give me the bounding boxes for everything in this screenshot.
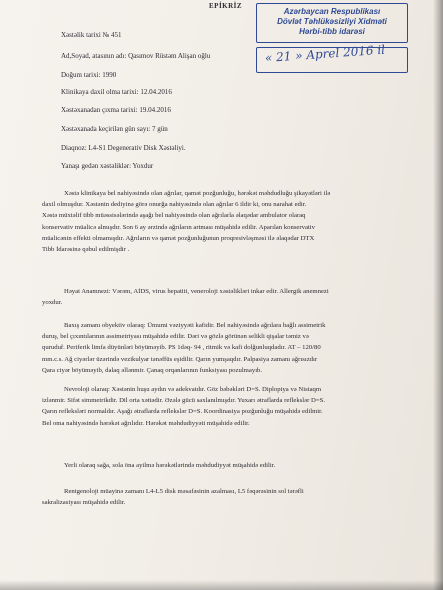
text-line: konservativ müalicə almışdır. Son 6 ay ərzində ağrıların artması müşahidə edilir. Aparılan konservativ — [42, 223, 315, 231]
stamp-line-3: Hərbi-tibb idarəsi — [299, 27, 365, 36]
radiology-paragraph — [42, 486, 304, 508]
birth-date: Doğum tarixi: 1990 — [61, 71, 117, 79]
discharge-date: Xəstəxanadan çıxma tarixi: 19.04.2016 — [61, 106, 171, 114]
text-line: Həyat Anamnezi: Vərəm, AİDS, virus hepatiti, veneroloji xəstəlikləri inkar edir. Allergik anemnezi — [64, 288, 329, 295]
text-line: quruduř. Periferik limfa düyünləri böyüməyib. PS 1dəq- 94 , ritmik və kafi dolğunluqdadır. AT – 120/80 — [42, 344, 321, 352]
text-line: Rentgenoloji müayinə zamanı L4-L5 disk məsafəsinin azalması, L5 fəqərəsinin sol tərəfli — [64, 488, 304, 495]
text-line: Xəstə klinikaya bel nahiyəsində olan ağrılar, qamət pozğunluğu, hərəkət məhdudluğu şikayətləri ilə — [64, 190, 331, 197]
text-line: sakralizasiyası müşahidə edilir. — [42, 499, 126, 507]
comorbid-diseases: Yanaşı gedən xəstəliklər: Yoxdur — [61, 162, 154, 170]
stamp-line-2: Dövlət Təhlükəsizliyi Xidməti — [277, 17, 387, 26]
text-line: Bel oma nahiyəsində hərəkət ağrılıdır. Hərəkət məhdudiyyəti müşahidə edilir. — [42, 419, 250, 427]
received-date: « 21 » Aprel 2016 il — [264, 42, 386, 65]
text-line: yoxdur. — [42, 299, 63, 307]
text-line: mm.c.s. Ağ ciyərlər üzərində vezikulyar tənəffüs eşidilir. Qarın yumşaqdır. Palpasiya zamanı ağrısızdır — [42, 355, 318, 363]
text-line: Qara ciyər böyüməyib, dalaq əllənmir. Çanaq orqanlarının funksiyası pozulmayıb. — [42, 366, 263, 374]
local-status-paragraph — [42, 460, 275, 471]
neurological-paragraph — [42, 384, 325, 429]
stamp-line-1: Azərbaycan Respublikası — [283, 7, 381, 16]
text-line: müalicənin effekti olmamışdır. Ağrıların və qamət pozğunluğunun proqresivləşməsi ilə əlaqədar DTX — [42, 234, 315, 242]
page-shadow-right — [433, 0, 443, 590]
text-line: Nevroloji olaraq: Xəstənin huşu aydın və adekvatdır. Göz bəbəkləri D=S. Diplopiya və Nistaqm — [64, 386, 322, 393]
official-stamp — [256, 3, 408, 43]
text-line: Tibb İdarəsinə qəbul edilmişdir . — [42, 246, 130, 254]
objective-exam-paragraph — [42, 320, 325, 376]
admission-date: Klinikaya daxil olma tarixi: 12.04.2016 — [61, 88, 172, 96]
page-shadow-bottom — [0, 580, 443, 590]
text-line: daxil olmuşdur. Xəstənin dediyinə görə onurğa nahiyəsində olan ağrılar 6 ildir ki, onu narahat edir. — [42, 201, 307, 209]
text-line: Xəstə müxtəlif tibb müəssisələrində aşağı bel nahiyəsində olan ağrılarla əlaqədar ambulator olaraq — [42, 212, 306, 220]
complaints-paragraph — [42, 188, 330, 255]
patient-name: Ad,Soyad, atasının adı: Qasımov Rüstəm Alişan oğlu — [61, 52, 211, 60]
history-number: Xəstəlik tarixi № 451 — [61, 31, 122, 39]
text-line: duruş, bel çıxıntılarının assimetriyası müşahidə edilir. Dəri və gözlə görünən selikli qişalar təmiz və — [42, 333, 309, 341]
text-line: izlənmir. Sifət simmetrikdir. Dil orta xəttədir. Əzələ gücü saxlanılmışdır. Yuxarı ətraflarda reflekslər D=S. — [42, 397, 326, 405]
text-line: Baxış zamanı obyektiv olaraq: Ümumi vəziyyəti kafidir. Bel nahiyəsində ağrılara bağlı assimetrik — [64, 322, 326, 329]
hospital-days: Xəstəxanada keçirilən gün sayı: 7 gün — [61, 125, 168, 133]
diagnosis: Diaqnoz: L4-S1 Degenerativ Disk Xəstəliyi. — [61, 144, 186, 152]
text-line: Qarın refleksləri normaldır. Aşağı ətraflarda reflekslər D=S. Koordinasiya pozğunluğu müşahidə edilmir. — [42, 408, 323, 416]
life-anamnesis-paragraph — [42, 286, 329, 308]
text-line: Yerli olaraq sağa, sola öna ayilmə hərəkətlərində məhdudiyyət müşahidə edilir. — [64, 462, 276, 469]
document-title: EPİKRİZ — [209, 2, 243, 10]
received-date-box — [256, 42, 408, 73]
